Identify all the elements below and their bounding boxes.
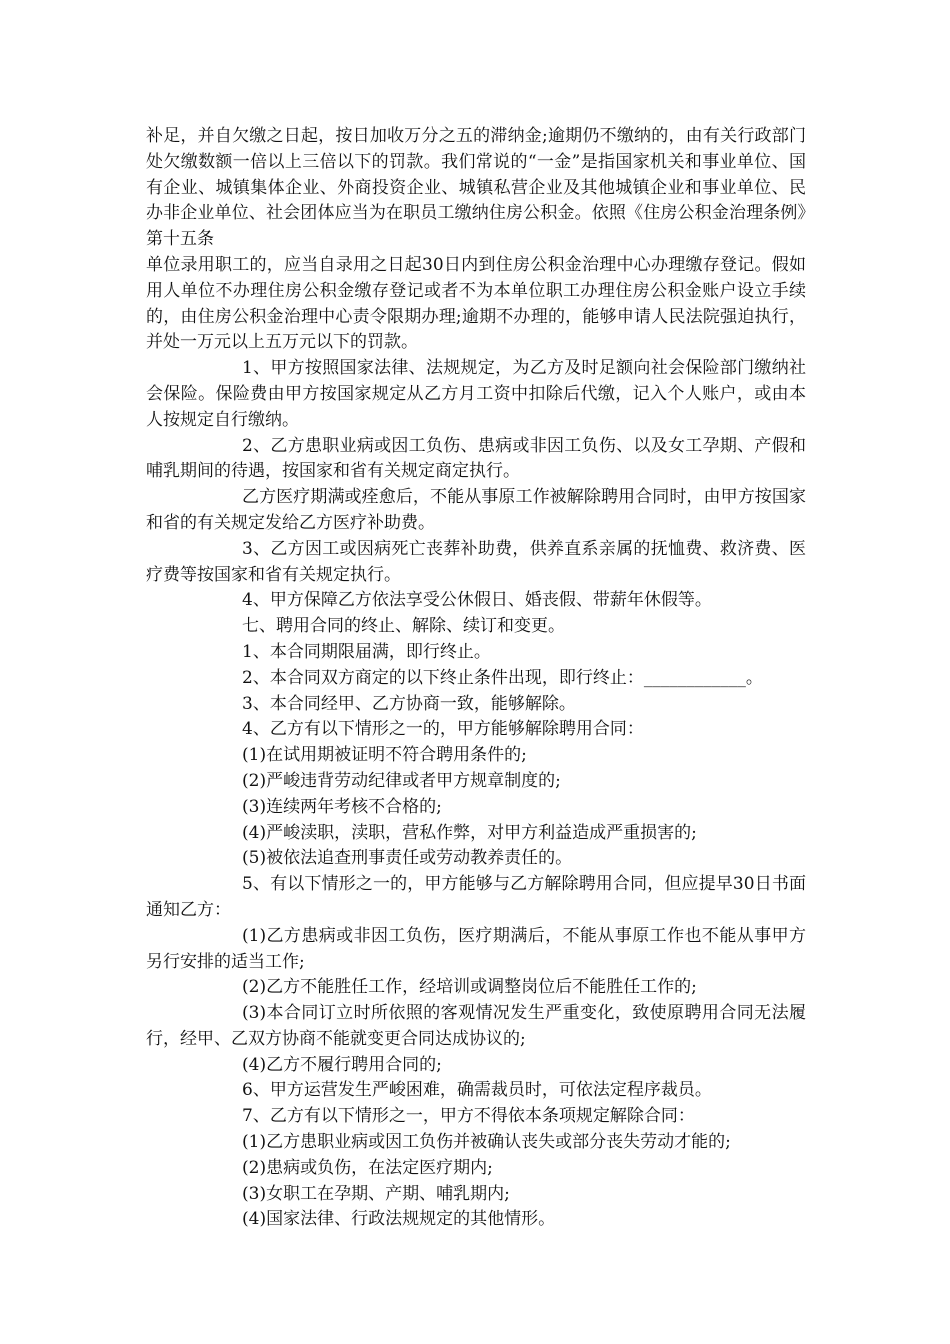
list-item: (3)本合同订立时所依照的客观情况发生严重变化，致使原聘用合同无法履行，经甲、乙双方协商不能就变更合同达成协议的; <box>146 1003 806 1049</box>
list-item: (5)被依法追查刑事责任或劳动教养责任的。 <box>242 848 573 869</box>
document-body <box>146 124 806 1233</box>
paragraph: 1、本合同期限届满，即行终止。 <box>242 641 491 662</box>
paragraph: 4、乙方有以下情形之一的，甲方能够解除聘用合同： <box>242 719 644 740</box>
list-item: (2)严峻违背劳动纪律或者甲方规章制度的; <box>242 770 561 791</box>
paragraph: 2、乙方患职业病或因工负伤、患病或非因工负伤、以及女工孕期、产假和哺乳期间的待遇，按国家和省有关规定商定执行。 <box>146 435 806 482</box>
paragraph: 6、甲方运营发生严峻困难，确需裁员时，可依法定程序裁员。 <box>242 1080 712 1101</box>
paragraph: 3、本合同经甲、乙方协商一致，能够解除。 <box>242 693 576 714</box>
list-item: (1)乙方患职业病或因工负伤并被确认丧失或部分丧失劳动才能的; <box>242 1132 731 1153</box>
list-item: (4)国家法律、行政法规规定的其他情形。 <box>242 1209 556 1230</box>
list-item: (3)连续两年考核不合格的; <box>242 796 442 817</box>
list-item: (3)女职工在孕期、产期、哺乳期内; <box>242 1183 510 1204</box>
list-item: (2)乙方不能胜任工作，经培训或调整岗位后不能胜任工作的; <box>242 977 697 998</box>
list-item: (1)在试用期被证明不符合聘用条件的; <box>242 745 527 766</box>
paragraph: 5、有以下情形之一的，甲方能够与乙方解除聘用合同，但应提早30日书面通知乙方： <box>146 874 806 920</box>
paragraph: 3、乙方因工或因病死亡丧葬补助费，供养直系亲属的抚恤费、救济费、医疗费等按国家和省有关规定执行。 <box>146 538 806 585</box>
section-heading: 七、聘用合同的终止、解除、续订和变更。 <box>242 616 565 637</box>
list-item: (4)乙方不履行聘用合同的; <box>242 1054 442 1075</box>
list-item: (1)乙方患病或非因工负伤，医疗期满后，不能从事原工作也不能从事甲方另行安排的适当工作; <box>146 925 806 972</box>
paragraph: 1、甲方按照国家法律、法规规定，为乙方及时足额向社会保险部门缴纳社会保险。保险费由甲方按国家规定从乙方月工资中扣除后代缴，记入个人账户，或由本人按规定自行缴纳。 <box>146 358 806 430</box>
paragraph: 乙方医疗期满或痊愈后，不能从事原工作被解除聘用合同时，由甲方按国家和省的有关规定发给乙方医疗补助费。 <box>146 487 806 533</box>
paragraph: 补足，并自欠缴之日起，按日加收万分之五的滞纳金;逾期仍不缴纳的，由有关行政部门处欠缴数额一倍以上三倍以下的罚款。我们常说的“一金”是指国家机关和事业单位、国有企业、城镇集体企业、外商投资企业、城镇私营企业及其他城镇企业和事业单位、民办非企业单位、社会团体应当为在职员工缴纳住房公积金。依照《住房公积金治理条例》第十五条 <box>146 126 806 250</box>
paragraph: 2、本合同双方商定的以下终止条件出现，即行终止：____________。 <box>242 667 763 688</box>
paragraph: 7、乙方有以下情形之一，甲方不得依本条项规定解除合同： <box>242 1106 695 1127</box>
paragraph: 单位录用职工的，应当自录用之日起30日内到住房公积金治理中心办理缴存登记。假如用人单位不办理住房公积金缴存登记或者不为本单位职工办理住房公积金账户设立手续的，由住房公积金治理中心责令限期办理;逾期不办理的，能够申请人民法院强迫执行，并处一万元以上五万元以下的罚款。 <box>146 254 806 353</box>
paragraph: 4、甲方保障乙方依法享受公休假日、婚丧假、带薪年休假等。 <box>242 590 712 611</box>
list-item: (2)患病或负伤，在法定医疗期内; <box>242 1157 493 1178</box>
list-item: (4)严峻渎职，渎职，营私作弊，对甲方利益造成严重损害的; <box>242 822 697 843</box>
